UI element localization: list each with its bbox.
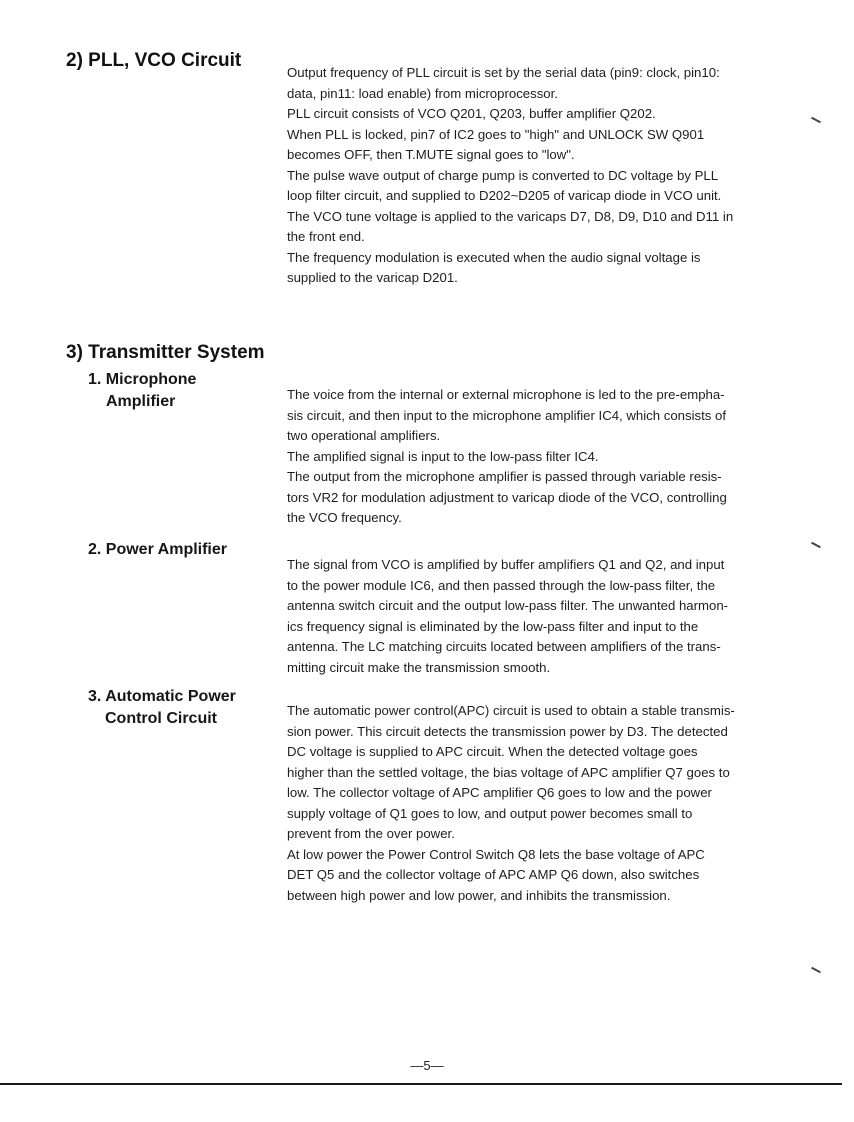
text-line: two operational amplifiers.: [287, 428, 441, 443]
subsection-title-line: 2. Power Amplifier: [88, 541, 227, 558]
scan-mark: [811, 967, 821, 973]
text-line: At low power the Power Control Switch Q8 lets the base voltage of APC: [287, 846, 705, 862]
apc-circuit-paragraph: [287, 701, 787, 906]
text-line: The pulse wave output of charge pump is converted to DC voltage by PLL: [287, 167, 719, 183]
text-line: to the power module IC6, and then passed through the low-pass filter, the: [287, 577, 716, 593]
text-line: antenna switch circuit and the output low-pass filter. The unwanted harmon-: [287, 598, 729, 613]
subsection-title-microphone-amplifier: [88, 369, 196, 413]
subsection-title-line: 3. Automatic Power: [88, 688, 236, 705]
text-line: The amplified signal is input to the low-pass filter IC4.: [287, 448, 599, 464]
text-line: data, pin11: load enable) from microprocessor.: [287, 85, 558, 101]
pll-vco-paragraph: [287, 63, 787, 289]
page-number: —5—: [410, 1058, 444, 1073]
text-line: prevent from the over power.: [287, 826, 455, 841]
power-amplifier-paragraph: [287, 555, 787, 678]
text-line: The VCO tune voltage is applied to the varicaps D7, D8, D9, D10 and D11 in: [287, 208, 734, 224]
footer-rule: [0, 1083, 842, 1085]
text-line: supplied to the varicap D201.: [287, 270, 458, 285]
text-line: antenna. The LC matching circuits located between amplifiers of the trans-: [287, 639, 721, 654]
text-line: When PLL is locked, pin7 of IC2 goes to "high" and UNLOCK SW Q901: [287, 126, 705, 142]
subsection-title-line: 1. Microphone: [88, 371, 197, 388]
text-line: becomes OFF, then T.MUTE signal goes to "low".: [287, 147, 575, 162]
subsection-title-power-amplifier: [88, 539, 227, 561]
text-line: the front end.: [287, 229, 365, 244]
text-line: The automatic power control(APC) circuit is used to obtain a stable transmis-: [287, 703, 735, 718]
text-line: PLL circuit consists of VCO Q201, Q203, buffer amplifier Q202.: [287, 106, 656, 121]
text-line: the VCO frequency.: [287, 510, 402, 525]
text-line: low. The collector voltage of APC amplifier Q6 goes to low and the power: [287, 785, 712, 800]
text-line: Output frequency of PLL circuit is set by the serial data (pin9: clock, pin10:: [287, 65, 720, 80]
text-line: DET Q5 and the collector voltage of APC AMP Q6 down, also switches: [287, 867, 700, 882]
text-line: sis circuit, and then input to the microphone amplifier IC4, which consists of: [287, 407, 727, 423]
text-line: ics frequency signal is eliminated by the low-pass filter and input to the: [287, 618, 699, 634]
text-line: The voice from the internal or external microphone is led to the pre-empha-: [287, 387, 725, 402]
section-heading-transmitter: 3) Transmitter System: [66, 342, 265, 363]
text-line: The signal from VCO is amplified by buffer amplifiers Q1 and Q2, and input: [287, 557, 725, 572]
text-line: tors VR2 for modulation adjustment to varicap diode of the VCO, controlling: [287, 489, 727, 505]
text-line: DC voltage is supplied to APC circuit. When the detected voltage goes: [287, 744, 698, 759]
subsection-title-line: Amplifier: [106, 393, 176, 410]
text-line: loop filter circuit, and supplied to D202~D205 of varicap diode in VCO unit.: [287, 188, 722, 203]
subsection-title-line: Control Circuit: [105, 710, 217, 727]
text-line: supply voltage of Q1 goes to low, and output power becomes small to: [287, 805, 693, 821]
text-line: sion power. This circuit detects the transmission power by D3. The detected: [287, 723, 728, 739]
scan-mark: [811, 542, 821, 548]
scan-mark: [811, 117, 821, 123]
text-line: between high power and low power, and inhibits the transmission.: [287, 887, 671, 903]
text-line: mitting circuit make the transmission smooth.: [287, 659, 551, 675]
subsection-title-apc-circuit: [88, 686, 236, 730]
text-line: higher than the settled voltage, the bias voltage of APC amplifier Q7 goes to: [287, 764, 730, 780]
text-line: The frequency modulation is executed when the audio signal voltage is: [287, 249, 701, 265]
text-line: The output from the microphone amplifier is passed through variable resis-: [287, 469, 722, 484]
microphone-amplifier-paragraph: [287, 385, 787, 529]
section-heading-pll-vco: 2) PLL, VCO Circuit: [66, 50, 242, 71]
